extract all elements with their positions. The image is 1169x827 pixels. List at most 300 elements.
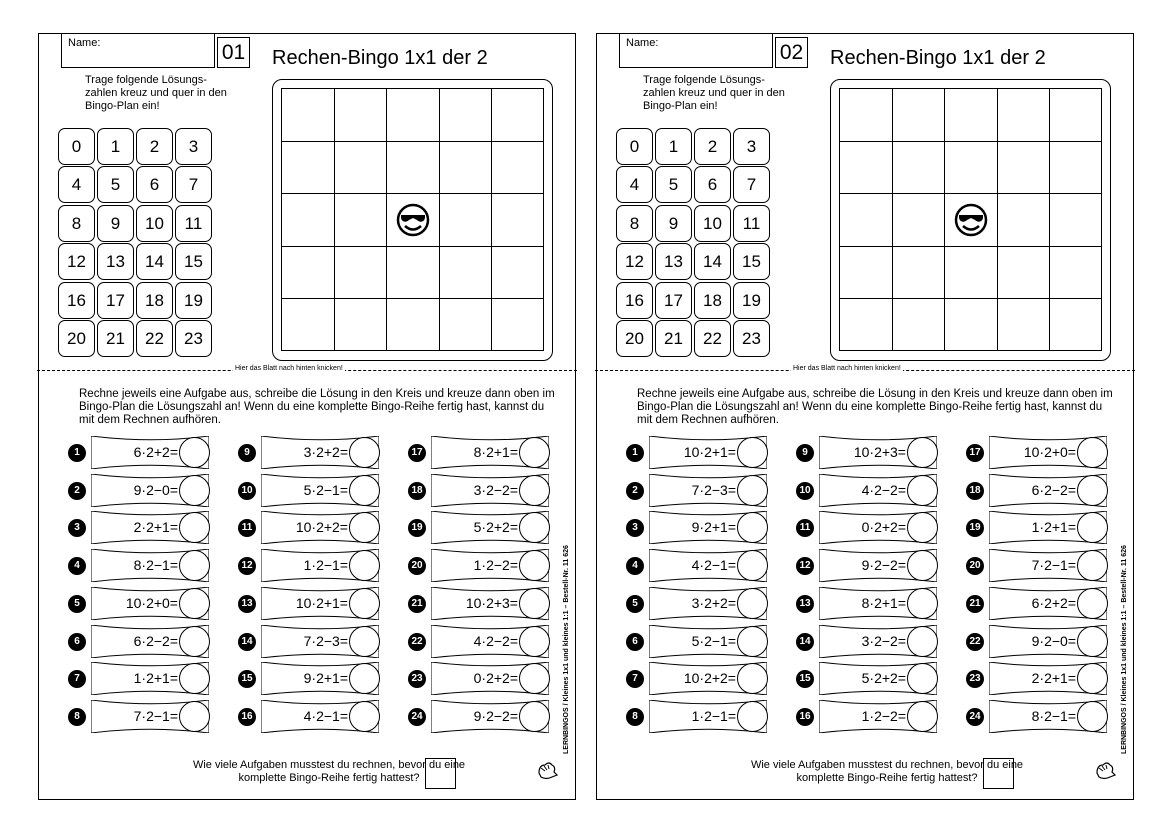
bingo-cell[interactable]	[439, 246, 491, 298]
side-credit-text: LERNBINGOS / Kleines 1x1 und kleines 1:1 – Bestell-Nr. 11 626	[563, 545, 570, 754]
bingo-cell[interactable]	[892, 246, 944, 298]
task-expression: 0·2+2=	[861, 519, 906, 536]
task-expression: 3·2−2=	[473, 481, 518, 498]
task-strip	[989, 474, 1107, 507]
task-strip	[819, 511, 937, 544]
answer-circle[interactable]	[1077, 437, 1108, 468]
publisher-logo-icon	[536, 759, 558, 781]
solution-number: 15	[733, 243, 770, 280]
task-expression: 8·2+1=	[473, 444, 518, 460]
task-number-badge: 7	[68, 670, 86, 688]
bingo-cell[interactable]	[282, 89, 334, 141]
fold-instruction: Hier das Blatt nach hinten knicken!	[793, 365, 901, 372]
bingo-cell[interactable]	[334, 246, 386, 298]
task-item	[408, 509, 578, 547]
task-expression: 1·2+1=	[1031, 519, 1076, 536]
solution-number: 19	[733, 282, 770, 319]
count-question: Wie viele Aufgaben musstest du rechnen, bevor du eine komplette Bingo-Reihe fertig hattest?	[750, 759, 1024, 784]
task-expression: 5·2−1=	[691, 632, 736, 649]
solution-number: 10	[136, 205, 173, 242]
task-strip	[989, 662, 1107, 695]
bingo-cell[interactable]	[945, 299, 997, 351]
answer-circle[interactable]	[349, 663, 380, 694]
task-strip	[819, 436, 937, 469]
task-number-badge: 6	[626, 633, 644, 651]
answer-circle[interactable]	[519, 701, 550, 732]
task-number-badge: 13	[796, 595, 814, 613]
task-item	[238, 623, 408, 661]
bingo-cell[interactable]	[492, 299, 544, 351]
task-strip	[431, 625, 549, 658]
task-strip	[989, 436, 1107, 469]
answer-circle[interactable]	[907, 475, 938, 506]
bingo-cell[interactable]	[282, 246, 334, 298]
task-number-badge: 12	[796, 557, 814, 575]
solution-number: 19	[175, 282, 212, 319]
task-item	[626, 585, 796, 623]
solution-number: 9	[655, 205, 692, 242]
answer-circle[interactable]	[1077, 550, 1108, 581]
task-expression: 4·2−2=	[861, 481, 906, 498]
task-number-badge: 16	[796, 708, 814, 726]
solution-number: 12	[58, 243, 95, 280]
answer-circle[interactable]	[1077, 663, 1108, 694]
task-expression: 1·2−1=	[691, 707, 736, 724]
page-title: Rechen-Bingo 1x1 der 2	[272, 47, 488, 69]
cool-smiley-icon	[396, 203, 430, 242]
task-item	[966, 660, 1136, 698]
bingo-cell[interactable]	[892, 141, 944, 193]
solution-number: 23	[733, 320, 770, 357]
task-strip	[261, 700, 379, 733]
answer-circle[interactable]	[737, 550, 768, 581]
bingo-cell[interactable]	[840, 141, 892, 193]
task-expression: 8·2−1=	[133, 557, 178, 574]
task-expression: 6·2−2=	[133, 632, 178, 649]
task-item	[626, 660, 796, 698]
task-expression: 10·2+3=	[465, 594, 518, 611]
cool-smiley-icon	[954, 203, 988, 242]
solution-number: 1	[655, 128, 692, 165]
task-expression: 6·2+2=	[133, 444, 178, 460]
bingo-cell[interactable]	[945, 89, 997, 141]
task-expression: 2·2+1=	[1031, 670, 1076, 687]
bingo-cell[interactable]	[387, 299, 439, 351]
task-item	[796, 623, 966, 661]
task-number-badge: 9	[796, 444, 814, 462]
bingo-cell[interactable]	[892, 299, 944, 351]
task-strip	[649, 700, 767, 733]
solution-number: 12	[616, 243, 653, 280]
answer-circle[interactable]	[179, 475, 210, 506]
bingo-cell[interactable]	[840, 194, 892, 246]
task-number-badge: 22	[408, 633, 426, 651]
bingo-cell[interactable]	[1050, 194, 1102, 246]
bingo-cell[interactable]	[439, 194, 491, 246]
task-expression: 7·2−1=	[1031, 557, 1076, 574]
task-strip	[649, 587, 767, 620]
task-item	[408, 623, 578, 661]
count-answer-box[interactable]	[425, 758, 456, 789]
task-strip	[261, 662, 379, 695]
task-strip	[989, 625, 1107, 658]
solution-number: 7	[733, 166, 770, 203]
task-strip	[91, 625, 209, 658]
answer-circle[interactable]	[179, 550, 210, 581]
task-strip	[91, 511, 209, 544]
bingo-cell[interactable]	[892, 89, 944, 141]
task-item	[966, 698, 1136, 736]
task-strip	[261, 511, 379, 544]
task-expression: 9·2−0=	[1031, 632, 1076, 649]
answer-circle[interactable]	[907, 550, 938, 581]
side-credit-text: LERNBINGOS / Kleines 1x1 und kleines 1:1 – Bestell-Nr. 11 626	[1121, 545, 1128, 754]
task-strip	[91, 549, 209, 582]
task-number-badge: 9	[238, 444, 256, 462]
solution-number: 20	[58, 320, 95, 357]
task-expression: 4·2−1=	[691, 557, 736, 574]
answer-circle[interactable]	[1077, 475, 1108, 506]
task-item	[238, 434, 408, 472]
task-number-badge: 5	[626, 595, 644, 613]
solution-number: 16	[58, 282, 95, 319]
solution-number: 23	[175, 320, 212, 357]
bingo-cell[interactable]	[1050, 141, 1102, 193]
solution-number: 16	[616, 282, 653, 319]
task-number-badge: 22	[966, 633, 984, 651]
bingo-cell[interactable]	[892, 194, 944, 246]
task-item	[796, 585, 966, 623]
task-item	[408, 547, 578, 585]
answer-circle[interactable]	[519, 475, 550, 506]
answer-circle[interactable]	[737, 626, 768, 657]
task-expression: 9·2+1=	[303, 670, 348, 687]
task-strip	[819, 549, 937, 582]
bingo-cell[interactable]	[334, 194, 386, 246]
solution-number: 21	[655, 320, 692, 357]
task-strip	[989, 511, 1107, 544]
task-expression: 10·2+0=	[125, 594, 178, 611]
task-number-badge: 17	[408, 444, 426, 462]
solution-number: 21	[97, 320, 134, 357]
task-item	[626, 509, 796, 547]
task-expression: 10·2+3=	[853, 444, 906, 460]
bingo-cell[interactable]	[334, 141, 386, 193]
bingo-cell[interactable]	[439, 299, 491, 351]
bingo-cell[interactable]	[282, 299, 334, 351]
answer-circle[interactable]	[349, 437, 380, 468]
answer-circle[interactable]	[519, 437, 550, 468]
answer-circle[interactable]	[349, 475, 380, 506]
bingo-cell[interactable]	[492, 246, 544, 298]
task-item	[408, 698, 578, 736]
task-expression: 6·2−2=	[1031, 481, 1076, 498]
task-item	[796, 660, 966, 698]
solution-number: 1	[97, 128, 134, 165]
task-instructions: Rechne jeweils eine Aufgabe aus, schreibe die Lösung in den Kreis und kreuze dann oben im Bingo-Plan die Lösungszahl an! Wenn du eine komplette Bingo-Reihe fertig hast, kannst du mit dem Rechnen aufhören.	[79, 388, 555, 426]
task-number-badge: 2	[626, 482, 644, 500]
solution-number: 6	[694, 166, 731, 203]
task-strip	[819, 587, 937, 620]
task-expression: 10·2+2=	[295, 519, 348, 536]
name-label: Name:	[626, 37, 659, 49]
task-item	[796, 547, 966, 585]
answer-circle[interactable]	[179, 626, 210, 657]
answer-circle[interactable]	[179, 437, 210, 468]
solution-number: 13	[655, 243, 692, 280]
bingo-cell[interactable]	[997, 194, 1049, 246]
task-expression: 9·2−0=	[133, 481, 178, 498]
bingo-cell[interactable]	[1050, 246, 1102, 298]
task-number-badge: 11	[796, 519, 814, 537]
solution-number: 9	[97, 205, 134, 242]
task-strip	[91, 587, 209, 620]
task-number-badge: 24	[966, 708, 984, 726]
answer-circle[interactable]	[519, 588, 550, 619]
task-number-badge: 15	[238, 670, 256, 688]
task-strip	[649, 662, 767, 695]
answer-circle[interactable]	[737, 437, 768, 468]
task-strip	[431, 436, 549, 469]
task-expression: 3·2+2=	[691, 594, 736, 611]
answer-circle[interactable]	[907, 663, 938, 694]
task-item	[408, 660, 578, 698]
task-number-badge: 8	[68, 708, 86, 726]
task-item	[966, 472, 1136, 510]
answer-circle[interactable]	[179, 588, 210, 619]
task-expression: 8·2−1=	[1031, 707, 1076, 724]
task-expression: 10·2+2=	[683, 670, 736, 687]
task-item	[238, 472, 408, 510]
answer-circle[interactable]	[1077, 626, 1108, 657]
task-item	[966, 585, 1136, 623]
task-item	[68, 585, 238, 623]
answer-circle[interactable]	[349, 701, 380, 732]
answer-circle[interactable]	[519, 550, 550, 581]
task-number-badge: 13	[238, 595, 256, 613]
worksheet	[38, 33, 576, 800]
bingo-cell[interactable]	[387, 141, 439, 193]
bingo-cell[interactable]	[840, 89, 892, 141]
task-number-badge: 14	[238, 633, 256, 651]
task-expression: 9·2−2=	[861, 557, 906, 574]
task-number-badge: 12	[238, 557, 256, 575]
bingo-cell[interactable]	[282, 141, 334, 193]
bingo-board	[272, 79, 553, 361]
task-number-badge: 21	[408, 595, 426, 613]
solution-number: 7	[175, 166, 212, 203]
name-field[interactable]	[61, 34, 215, 68]
bingo-cell[interactable]	[334, 89, 386, 141]
solution-number: 11	[175, 205, 212, 242]
bingo-cell[interactable]	[334, 299, 386, 351]
answer-circle[interactable]	[519, 626, 550, 657]
bingo-cell[interactable]	[1050, 299, 1102, 351]
task-number-badge: 19	[408, 519, 426, 537]
task-item	[68, 472, 238, 510]
task-number-badge: 24	[408, 708, 426, 726]
solution-number: 13	[97, 243, 134, 280]
solution-number: 11	[733, 205, 770, 242]
task-strip	[819, 700, 937, 733]
bingo-cell[interactable]	[840, 299, 892, 351]
task-number-badge: 19	[966, 519, 984, 537]
solution-number: 8	[58, 205, 95, 242]
task-expression: 2·2+1=	[133, 519, 178, 536]
task-item	[238, 698, 408, 736]
task-strip	[261, 436, 379, 469]
task-number-badge: 7	[626, 670, 644, 688]
fold-instruction: Hier das Blatt nach hinten knicken!	[235, 365, 343, 372]
answer-circle[interactable]	[349, 626, 380, 657]
task-expression: 3·2+2=	[303, 444, 348, 460]
task-expression: 4·2−1=	[303, 707, 348, 724]
task-expression: 10·2+0=	[1023, 444, 1076, 460]
answer-circle[interactable]	[519, 663, 550, 694]
task-item	[68, 698, 238, 736]
task-strip	[261, 625, 379, 658]
task-number-badge: 2	[68, 482, 86, 500]
bingo-cell[interactable]	[492, 89, 544, 141]
task-expression: 6·2+2=	[1031, 594, 1076, 611]
task-item	[238, 585, 408, 623]
task-number-badge: 16	[238, 708, 256, 726]
task-strip	[261, 549, 379, 582]
publisher-logo-icon	[1094, 759, 1116, 781]
solution-number: 18	[694, 282, 731, 319]
task-expression: 7·2−3=	[691, 481, 736, 498]
sheet-number: 01	[217, 37, 250, 68]
task-strip	[261, 587, 379, 620]
answer-circle[interactable]	[907, 701, 938, 732]
bingo-cell[interactable]	[387, 89, 439, 141]
task-strip	[431, 587, 549, 620]
bingo-cell[interactable]	[492, 194, 544, 246]
answer-circle[interactable]	[737, 588, 768, 619]
task-expression: 7·2−1=	[133, 707, 178, 724]
bingo-cell[interactable]	[1050, 89, 1102, 141]
bingo-board	[830, 79, 1111, 361]
task-strip	[989, 700, 1107, 733]
answer-circle[interactable]	[349, 588, 380, 619]
answer-circle[interactable]	[737, 475, 768, 506]
task-item	[68, 660, 238, 698]
task-expression: 10·2+1=	[295, 594, 348, 611]
answer-circle[interactable]	[1077, 588, 1108, 619]
task-number-badge: 20	[966, 557, 984, 575]
count-question: Wie viele Aufgaben musstest du rechnen, bevor du eine komplette Bingo-Reihe fertig hattest?	[192, 759, 466, 784]
task-item	[626, 623, 796, 661]
answer-circle[interactable]	[907, 626, 938, 657]
task-strip	[431, 549, 549, 582]
bingo-cell[interactable]	[492, 141, 544, 193]
solution-number: 14	[694, 243, 731, 280]
bingo-cell[interactable]	[997, 89, 1049, 141]
answer-circle[interactable]	[737, 663, 768, 694]
task-number-badge: 23	[966, 670, 984, 688]
task-item	[796, 472, 966, 510]
task-number-badge: 3	[626, 519, 644, 537]
task-item	[68, 547, 238, 585]
task-item	[68, 509, 238, 547]
task-strip	[431, 662, 549, 695]
instruction-text: Trage folgende Lösungs-zahlen kreuz und quer in den Bingo-Plan ein!	[85, 74, 227, 112]
answer-circle[interactable]	[737, 701, 768, 732]
task-number-badge: 23	[408, 670, 426, 688]
solution-number: 4	[58, 166, 95, 203]
bingo-grid	[281, 88, 544, 351]
solution-number: 4	[616, 166, 653, 203]
task-expression: 5·2−1=	[303, 481, 348, 498]
task-expression: 1·2−2=	[473, 557, 518, 574]
task-number-badge: 18	[408, 482, 426, 500]
task-strip	[649, 511, 767, 544]
bingo-cell[interactable]	[387, 246, 439, 298]
solution-number: 2	[694, 128, 731, 165]
task-expression: 8·2+1=	[861, 594, 906, 611]
bingo-cell[interactable]	[997, 141, 1049, 193]
task-strip	[91, 662, 209, 695]
task-strip	[819, 625, 937, 658]
task-strip	[91, 700, 209, 733]
task-item	[796, 698, 966, 736]
task-number-badge: 20	[408, 557, 426, 575]
task-item	[626, 472, 796, 510]
solution-number: 6	[136, 166, 173, 203]
task-number-badge: 3	[68, 519, 86, 537]
bingo-cell[interactable]	[439, 89, 491, 141]
answer-circle[interactable]	[349, 550, 380, 581]
answer-circle[interactable]	[179, 701, 210, 732]
bingo-cell[interactable]	[945, 246, 997, 298]
solution-number: 8	[616, 205, 653, 242]
task-strip	[989, 587, 1107, 620]
solution-number: 5	[97, 166, 134, 203]
bingo-cell[interactable]	[840, 246, 892, 298]
name-field[interactable]	[619, 34, 773, 68]
answer-circle[interactable]	[907, 588, 938, 619]
answer-circle[interactable]	[907, 437, 938, 468]
solution-number: 22	[694, 320, 731, 357]
bingo-cell[interactable]	[439, 141, 491, 193]
bingo-cell[interactable]	[945, 141, 997, 193]
task-strip	[91, 474, 209, 507]
task-expression: 0·2+2=	[473, 670, 518, 687]
count-answer-box[interactable]	[983, 758, 1014, 789]
task-expression: 4·2−2=	[473, 632, 518, 649]
task-number-badge: 15	[796, 670, 814, 688]
task-strip	[649, 625, 767, 658]
solution-number: 17	[655, 282, 692, 319]
task-item	[966, 623, 1136, 661]
answer-circle[interactable]	[179, 663, 210, 694]
task-number-badge: 5	[68, 595, 86, 613]
task-expression: 1·2−1=	[303, 557, 348, 574]
task-expression: 9·2−2=	[473, 707, 518, 724]
bingo-cell[interactable]	[997, 299, 1049, 351]
task-number-badge: 18	[966, 482, 984, 500]
task-number-badge: 10	[796, 482, 814, 500]
task-expression: 1·2+1=	[133, 670, 178, 687]
solution-number: 5	[655, 166, 692, 203]
bingo-cell[interactable]	[997, 246, 1049, 298]
task-item	[238, 660, 408, 698]
page-title: Rechen-Bingo 1x1 der 2	[830, 47, 1046, 69]
task-number-badge: 8	[626, 708, 644, 726]
bingo-cell[interactable]	[282, 194, 334, 246]
answer-circle[interactable]	[1077, 701, 1108, 732]
task-item	[68, 623, 238, 661]
